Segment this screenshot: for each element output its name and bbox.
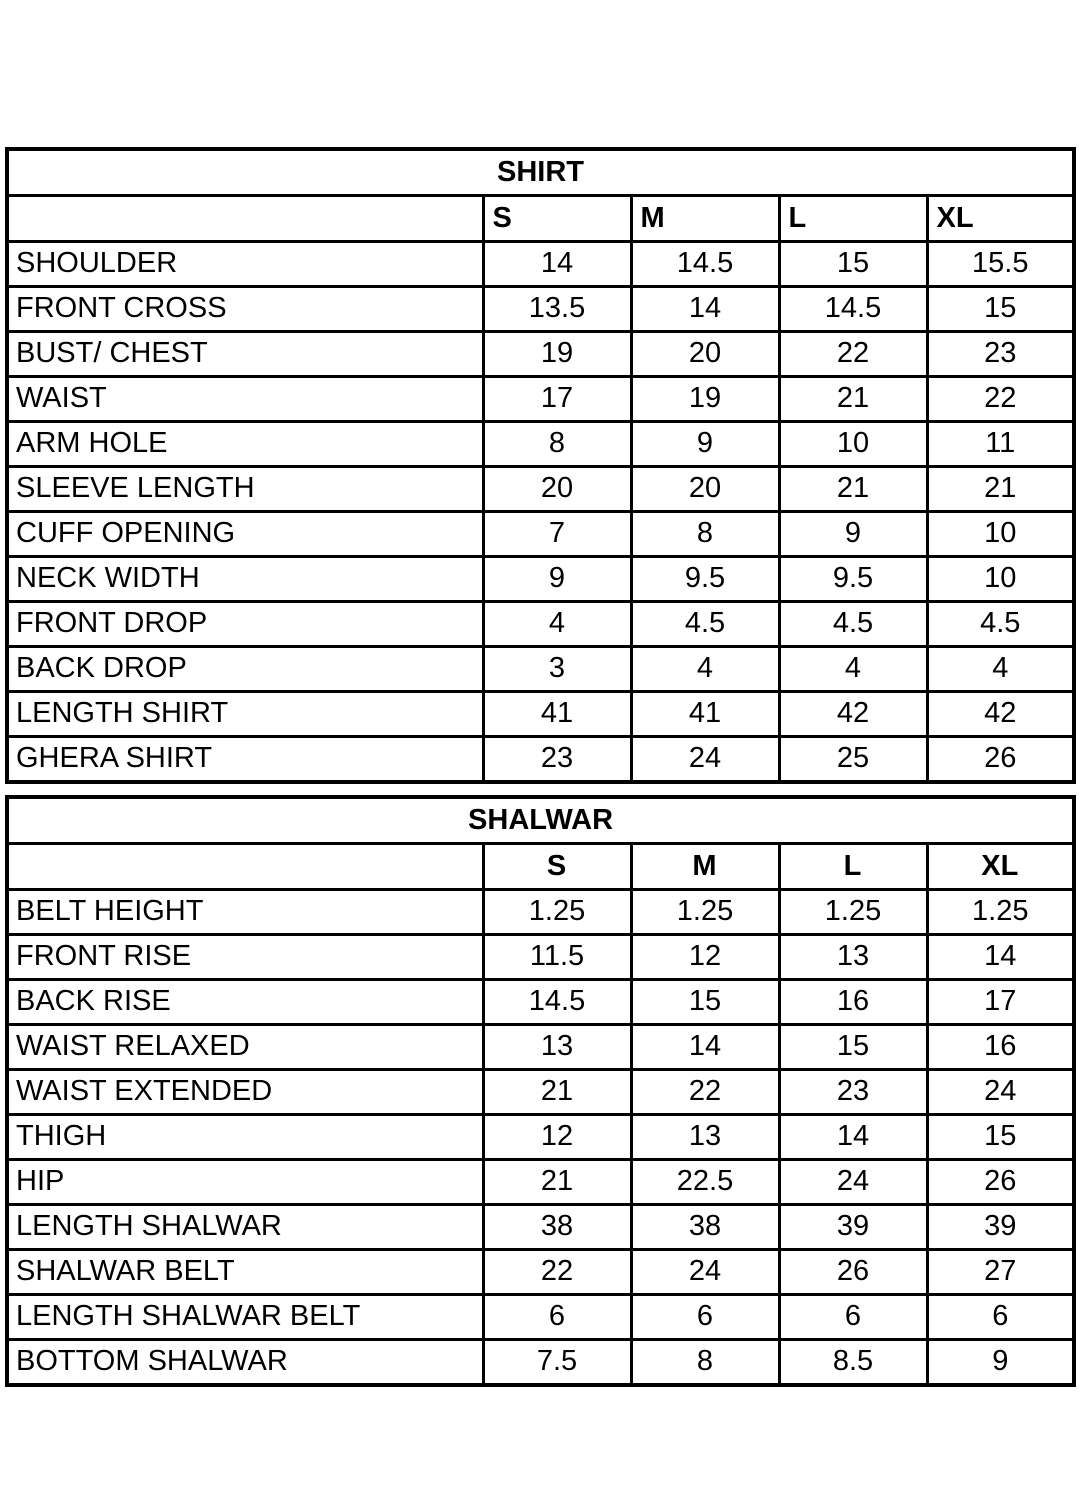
size-value: 6 xyxy=(631,1295,779,1340)
size-value: 7 xyxy=(483,512,631,557)
size-value: 4 xyxy=(483,602,631,647)
size-column-header-m: M xyxy=(631,196,779,242)
size-value: 15 xyxy=(779,1025,927,1070)
size-value: 13 xyxy=(483,1025,631,1070)
table-row xyxy=(7,1070,1074,1115)
size-value: 14 xyxy=(631,287,779,332)
table-row xyxy=(7,242,1074,287)
size-column-header-xl: XL xyxy=(927,196,1074,242)
size-value: 24 xyxy=(631,1250,779,1295)
measurement-label: BELT HEIGHT xyxy=(7,890,483,935)
size-value: 22 xyxy=(779,332,927,377)
size-value: 15.5 xyxy=(927,242,1074,287)
size-value: 22 xyxy=(631,1070,779,1115)
size-value: 10 xyxy=(779,422,927,467)
size-value: 21 xyxy=(779,467,927,512)
size-value: 15 xyxy=(927,287,1074,332)
table-row xyxy=(7,980,1074,1025)
size-value: 39 xyxy=(779,1205,927,1250)
size-column-header-xl: XL xyxy=(927,844,1074,890)
size-value: 10 xyxy=(927,512,1074,557)
size-value: 15 xyxy=(779,242,927,287)
size-value: 22.5 xyxy=(631,1160,779,1205)
table-row xyxy=(7,467,1074,512)
table-title-row xyxy=(7,149,1074,196)
measurement-label: THIGH xyxy=(7,1115,483,1160)
size-value: 42 xyxy=(927,692,1074,737)
table-row xyxy=(7,557,1074,602)
measurement-label: SHOULDER xyxy=(7,242,483,287)
table-row xyxy=(7,1205,1074,1250)
size-value: 27 xyxy=(927,1250,1074,1295)
measurement-label: WAIST EXTENDED xyxy=(7,1070,483,1115)
table-row xyxy=(7,935,1074,980)
table-title-row xyxy=(7,797,1074,844)
measurement-label: BOTTOM SHALWAR xyxy=(7,1340,483,1386)
corner-cell xyxy=(7,196,483,242)
measurement-label: FRONT RISE xyxy=(7,935,483,980)
measurement-label: BACK DROP xyxy=(7,647,483,692)
size-value: 9.5 xyxy=(779,557,927,602)
size-value: 14.5 xyxy=(483,980,631,1025)
size-value: 42 xyxy=(779,692,927,737)
table-row xyxy=(7,737,1074,783)
measurement-label: GHERA SHIRT xyxy=(7,737,483,783)
size-value: 9 xyxy=(483,557,631,602)
size-value: 11 xyxy=(927,422,1074,467)
size-value: 4.5 xyxy=(779,602,927,647)
size-value: 41 xyxy=(483,692,631,737)
table-row xyxy=(7,1295,1074,1340)
size-value: 13.5 xyxy=(483,287,631,332)
table-row xyxy=(7,287,1074,332)
size-value: 14 xyxy=(927,935,1074,980)
size-value: 8 xyxy=(631,1340,779,1386)
size-value: 1.25 xyxy=(631,890,779,935)
measurement-label: ARM HOLE xyxy=(7,422,483,467)
size-value: 1.25 xyxy=(483,890,631,935)
table-row xyxy=(7,377,1074,422)
size-value: 16 xyxy=(779,980,927,1025)
measurement-label: SLEEVE LENGTH xyxy=(7,467,483,512)
measurement-label: WAIST xyxy=(7,377,483,422)
size-value: 16 xyxy=(927,1025,1074,1070)
shirt-size-table xyxy=(5,147,1076,784)
size-value: 11.5 xyxy=(483,935,631,980)
size-value: 15 xyxy=(927,1115,1074,1160)
size-value: 9.5 xyxy=(631,557,779,602)
size-value: 9 xyxy=(631,422,779,467)
measurement-label: LENGTH SHALWAR xyxy=(7,1205,483,1250)
size-value: 15 xyxy=(631,980,779,1025)
size-value: 20 xyxy=(483,467,631,512)
size-value: 26 xyxy=(779,1250,927,1295)
size-value: 22 xyxy=(483,1250,631,1295)
size-value: 17 xyxy=(927,980,1074,1025)
table-row xyxy=(7,422,1074,467)
size-value: 9 xyxy=(779,512,927,557)
measurement-label: FRONT DROP xyxy=(7,602,483,647)
size-value: 26 xyxy=(927,737,1074,783)
size-value: 3 xyxy=(483,647,631,692)
size-value: 8.5 xyxy=(779,1340,927,1386)
table-title: SHIRT xyxy=(7,149,1074,196)
table-title: SHALWAR xyxy=(7,797,1074,844)
size-value: 9 xyxy=(927,1340,1074,1386)
size-value: 10 xyxy=(927,557,1074,602)
size-value: 6 xyxy=(483,1295,631,1340)
size-value: 13 xyxy=(631,1115,779,1160)
measurement-label: LENGTH SHIRT xyxy=(7,692,483,737)
size-value: 4.5 xyxy=(631,602,779,647)
measurement-label: NECK WIDTH xyxy=(7,557,483,602)
size-value: 4 xyxy=(779,647,927,692)
size-value: 12 xyxy=(631,935,779,980)
size-column-header-l: L xyxy=(779,196,927,242)
size-value: 21 xyxy=(927,467,1074,512)
measurement-label: HIP xyxy=(7,1160,483,1205)
size-value: 12 xyxy=(483,1115,631,1160)
size-value: 25 xyxy=(779,737,927,783)
measurement-label: FRONT CROSS xyxy=(7,287,483,332)
size-value: 24 xyxy=(927,1070,1074,1115)
size-value: 20 xyxy=(631,467,779,512)
size-value: 41 xyxy=(631,692,779,737)
size-value: 7.5 xyxy=(483,1340,631,1386)
measurement-label: SHALWAR BELT xyxy=(7,1250,483,1295)
measurement-label: LENGTH SHALWAR BELT xyxy=(7,1295,483,1340)
size-value: 21 xyxy=(483,1160,631,1205)
table-row xyxy=(7,1160,1074,1205)
size-value: 1.25 xyxy=(927,890,1074,935)
size-value: 14 xyxy=(483,242,631,287)
size-value: 6 xyxy=(927,1295,1074,1340)
size-value: 23 xyxy=(927,332,1074,377)
measurement-label: CUFF OPENING xyxy=(7,512,483,557)
size-header-row xyxy=(7,196,1074,242)
size-value: 19 xyxy=(631,377,779,422)
size-value: 8 xyxy=(483,422,631,467)
size-value: 4 xyxy=(927,647,1074,692)
size-value: 4 xyxy=(631,647,779,692)
size-value: 6 xyxy=(779,1295,927,1340)
size-value: 13 xyxy=(779,935,927,980)
size-column-header-l: L xyxy=(779,844,927,890)
table-row xyxy=(7,1250,1074,1295)
size-value: 38 xyxy=(631,1205,779,1250)
size-value: 19 xyxy=(483,332,631,377)
table-row xyxy=(7,890,1074,935)
measurement-label: WAIST RELAXED xyxy=(7,1025,483,1070)
size-value: 14 xyxy=(779,1115,927,1160)
size-value: 23 xyxy=(483,737,631,783)
table-row xyxy=(7,1340,1074,1386)
size-value: 17 xyxy=(483,377,631,422)
size-value: 39 xyxy=(927,1205,1074,1250)
size-value: 21 xyxy=(779,377,927,422)
size-value: 20 xyxy=(631,332,779,377)
table-row xyxy=(7,332,1074,377)
measurement-label: BACK RISE xyxy=(7,980,483,1025)
size-value: 24 xyxy=(779,1160,927,1205)
size-value: 21 xyxy=(483,1070,631,1115)
measurement-label: BUST/ CHEST xyxy=(7,332,483,377)
table-row xyxy=(7,602,1074,647)
size-header-row xyxy=(7,844,1074,890)
size-column-header-m: M xyxy=(631,844,779,890)
size-value: 1.25 xyxy=(779,890,927,935)
size-value: 4.5 xyxy=(927,602,1074,647)
size-value: 26 xyxy=(927,1160,1074,1205)
table-row xyxy=(7,1025,1074,1070)
size-value: 24 xyxy=(631,737,779,783)
size-value: 8 xyxy=(631,512,779,557)
table-row xyxy=(7,1115,1074,1160)
size-value: 14.5 xyxy=(779,287,927,332)
corner-cell xyxy=(7,844,483,890)
shalwar-size-table xyxy=(5,795,1076,1387)
size-value: 38 xyxy=(483,1205,631,1250)
table-row xyxy=(7,647,1074,692)
size-value: 22 xyxy=(927,377,1074,422)
size-value: 23 xyxy=(779,1070,927,1115)
table-row xyxy=(7,512,1074,557)
table-row xyxy=(7,692,1074,737)
size-value: 14 xyxy=(631,1025,779,1070)
size-column-header-s: S xyxy=(483,844,631,890)
size-column-header-s: S xyxy=(483,196,631,242)
size-value: 14.5 xyxy=(631,242,779,287)
